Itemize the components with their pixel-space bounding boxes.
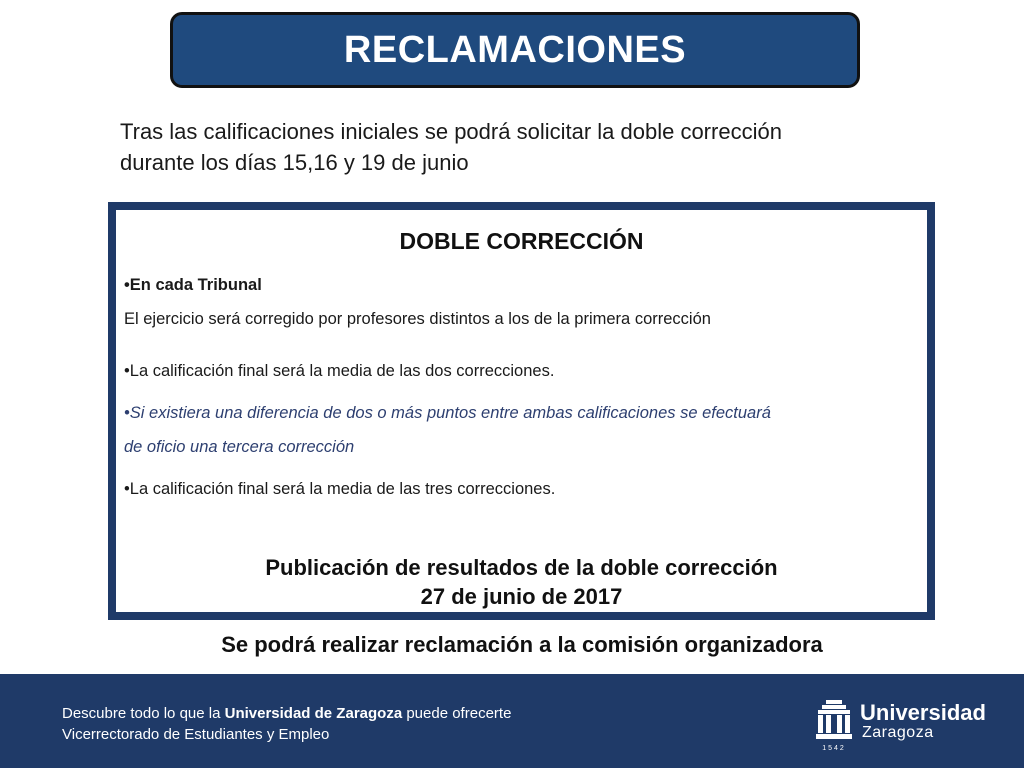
logo-city: Zaragoza bbox=[862, 724, 934, 741]
intro-text bbox=[120, 116, 940, 178]
university-logo[interactable] bbox=[812, 698, 992, 754]
university-tower-icon bbox=[812, 698, 856, 754]
logo-year: 1542 bbox=[822, 745, 846, 752]
footer-line-1-pre: Descubre todo lo que la bbox=[62, 705, 225, 722]
intro-line-1: Tras las calificaciones iniciales se podrá solicitar la doble corrección bbox=[120, 119, 782, 144]
item-final-grade-two: •La calificación final será la media de las dos correcciones. bbox=[124, 362, 555, 380]
page-title: RECLAMACIONES bbox=[343, 28, 687, 71]
footer-line-2: Vicerrectorado de Estudiantes y Empleo bbox=[62, 726, 330, 743]
footer-university-name: Universidad de Zaragoza bbox=[224, 705, 403, 722]
footer bbox=[0, 674, 1024, 768]
footer-line-1 bbox=[62, 705, 511, 722]
claim-notice: Se podrá realizar reclamación a la comisión organizadora bbox=[221, 632, 823, 657]
footer-line-1-post: puede ofrecerte bbox=[402, 705, 512, 722]
box-title: DOBLE CORRECCIÓN bbox=[399, 228, 644, 254]
item-final-grade-three: •La calificación final será la media de las tres correcciones. bbox=[124, 480, 556, 498]
publication-notice bbox=[116, 553, 927, 611]
item-third-correction-line-1: •Si existiera una diferencia de dos o más puntos entre ambas calificaciones se efectuará bbox=[124, 404, 771, 422]
intro-line-2: durante los días 15,16 y 19 de junio bbox=[120, 150, 469, 175]
publication-line-1: Publicación de resultados de la doble corrección bbox=[265, 555, 778, 580]
title-banner bbox=[170, 12, 860, 88]
item-third-correction-line-2: de oficio una tercera corrección bbox=[124, 438, 355, 456]
item-tribunal-text: El ejercicio será corregido por profesores distintos a los de la primera corrección bbox=[124, 310, 711, 328]
logo-name: Universidad bbox=[860, 700, 986, 725]
item-tribunal-heading: •En cada Tribunal bbox=[124, 276, 262, 294]
publication-date: 27 de junio de 2017 bbox=[420, 584, 623, 609]
double-correction-box bbox=[108, 202, 935, 620]
